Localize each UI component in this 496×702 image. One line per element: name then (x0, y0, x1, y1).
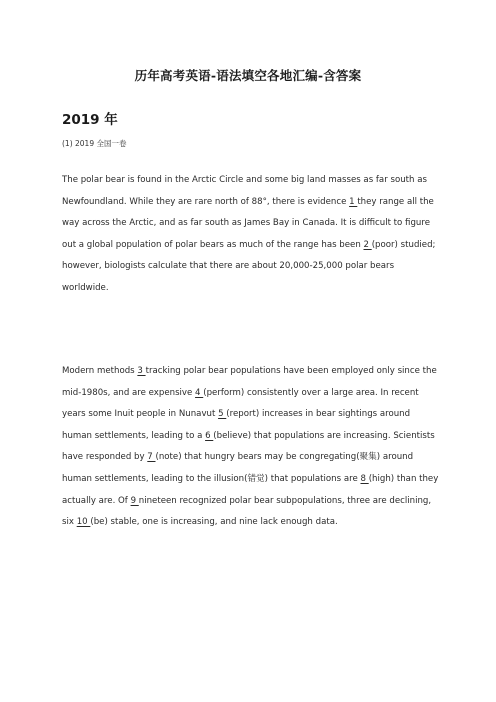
passage-text: (believe) that populations are increasing. Scientists have responded by (62, 430, 435, 463)
blank-number: 7 (147, 452, 156, 463)
passage-text: they range all the way across the Arctic, and as far south as James Bay in Canada. It is difficult to figure out a global population of polar bears as much of the range has been (62, 196, 434, 250)
passage-text: The polar bear is found in the Arctic Circle and some big land masses as far south as Newfoundland. While they are rare north of 88°, there is evidence (62, 175, 427, 207)
blank-number: 6 (205, 430, 214, 441)
document-title: 历年高考英语-语法填空各地汇编-含答案 (134, 68, 362, 83)
blank-number: 5 (218, 409, 227, 420)
blank-number: 9 (130, 495, 139, 506)
passage-text: (note) that hungry bears may be congregating(聚集) around human settlements, leading to the illusion(错觉) that populations are (62, 452, 414, 484)
passage-paragraph-2 (62, 361, 440, 534)
exam-subheading: (1) 2019 全国一卷 (62, 139, 127, 148)
passage-paragraph-1 (62, 170, 440, 300)
blank-number: 3 (137, 366, 146, 376)
passage-text: nineteen recognized polar bear subpopulations, three are declining, six (62, 495, 432, 528)
blank-number: 2 (363, 239, 372, 250)
passage-text: (perform) consistently over a large area. In recent years some Inuit people in Nunavut (62, 387, 419, 420)
passage-text: (poor) studied; however, biologists calculate that there are about 20,000-25,000 polar bears worldwide. (62, 239, 436, 293)
passage-text: Modern methods (62, 366, 138, 376)
blank-number: 4 (195, 387, 204, 398)
blank-number: 1 (349, 196, 358, 207)
year-heading: 2019 年 (62, 112, 118, 128)
passage-text: (be) stable, one is increasing, and nine lack enough data. (90, 517, 338, 528)
blank-number: 8 (360, 473, 369, 484)
passage-text: (report) increases in bear sightings around human settlements, leading to a (62, 409, 411, 441)
passage-text: tracking polar bear populations have been employed only since the mid-1980s, and are expensive (62, 366, 437, 398)
passage-text: (high) than they actually are. Of (62, 473, 439, 506)
blank-number: 10 (76, 517, 91, 528)
